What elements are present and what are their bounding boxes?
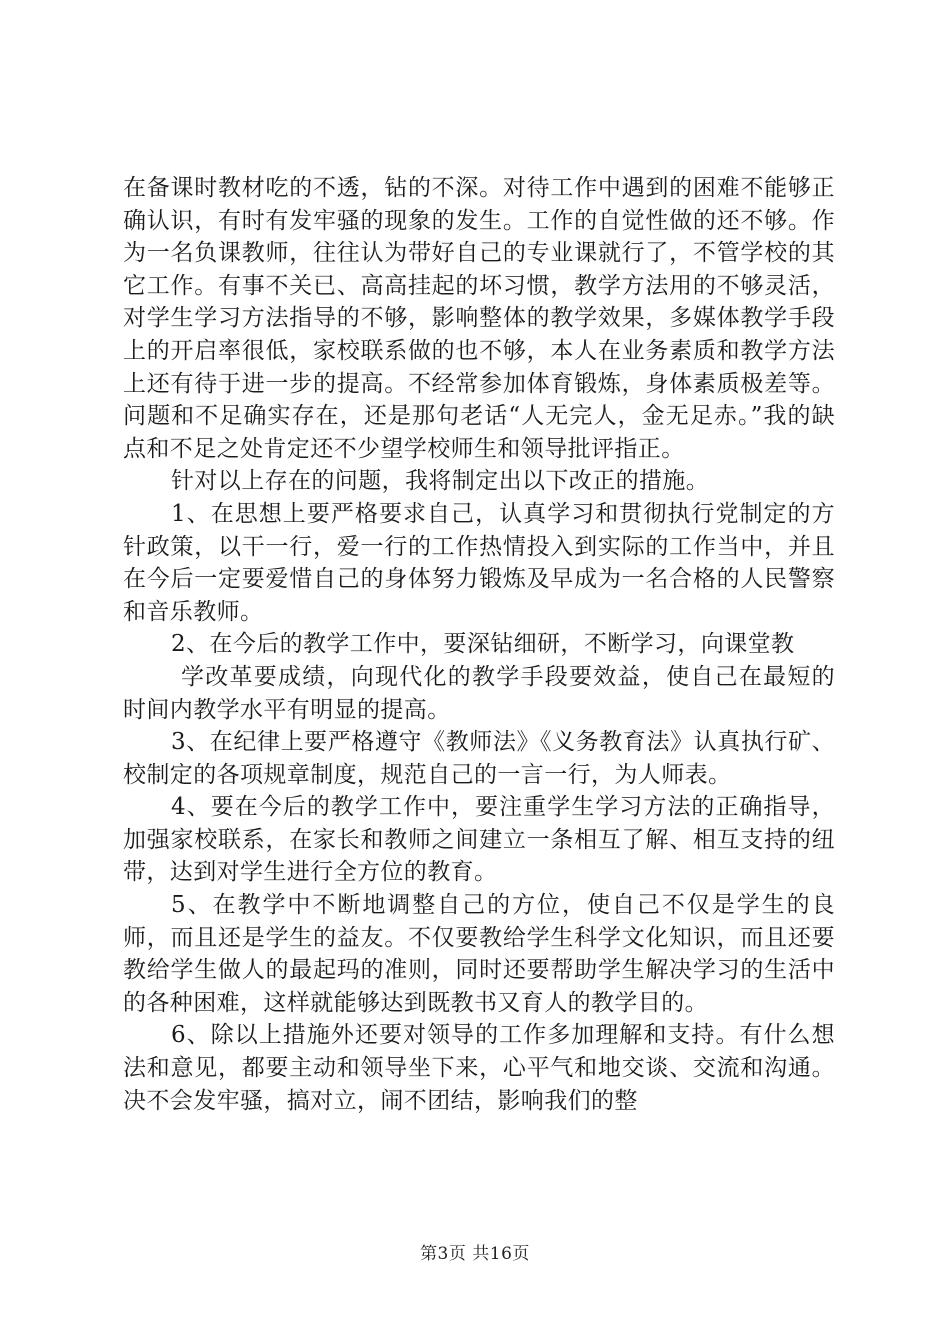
paragraph-measure-2: 2、在今后的教学工作中，要深钻细研，不断学习，向课堂教 [171, 631, 795, 658]
paragraph-measure-5: 5、在教学中不断地调整自己的方位，使自己不仅是学生的良师，而且还是学生的益友。不仅要教给学生科学文化知识，而且还要教给学生做人的最起玛的准则，同时还要帮助学生解决学习的生活中的各种困难，这样就能够达到既教书又育人的教学目的。 [123, 892, 835, 1016]
paragraph-measure-4: 4、要在今后的教学工作中，要注重学生学习方法的正确指导，加强家校联系，在家长和教师之间建立一条相互了解、相互支持的纽带，达到对学生进行全方位的教育。 [123, 794, 835, 886]
paragraph-shortcomings: 在备课时教材吃的不透，钻的不深。对待工作中遇到的困难不能够正确认识，有时有发牢骚的现象的发生。工作的自觉性做的还不够。作为一名负课教师，往往认为带好自己的专业课就行了，不管学校的其它工作。有事不关已、高高挂起的坏习惯，教学方法用的不够灵活，对学生学习方法指导的不够，影响整体的教学效果，多媒体教学手段上的开启率很低，家校联系做的也不够，本人在业务素质和教学方法上还有待于进一步的提高。不经常参加体育锻炼，身体素质极差等。问题和不足确实存在，还是那句老话“人无完人，金无足赤。”我的缺点和不足之处肯定还不少望学校师生和领导批评指正。 [123, 175, 835, 462]
page-number-footer: 第3页 共16页 [420, 1244, 530, 1264]
paragraph-measure-2-continued: 学改革要成绩，向现代化的教学手段要效益，使自己在最短的时间内教学水平有明显的提高。 [123, 663, 835, 723]
paragraph-measure-6: 6、除以上措施外还要对领导的工作多加理解和支持。有什么想法和意见，都要主动和领导坐下来，心平气和地交谈、交流和沟通。决不会发牢骚，搞对立，闹不团结，影响我们的整 [123, 1022, 835, 1114]
paragraph-measure-1: 1、在思想上要严格要求自己，认真学习和贯彻执行党制定的方针政策，以干一行，爱一行的工作热情投入到实际的工作当中，并且在今后一定要爱惜自己的身体努力锻炼及早成为一名合格的人民警察和音乐教师。 [123, 500, 835, 625]
paragraph-measure-3: 3、在纪律上要严格遵守《教师法》《义务教育法》认真执行矿、校制定的各项规章制度，规范自己的一言一行，为人师表。 [123, 729, 835, 788]
document-body [123, 172, 835, 1117]
paragraph-measures-intro: 针对以上存在的问题，我将制定出以下改正的措施。 [171, 468, 710, 495]
